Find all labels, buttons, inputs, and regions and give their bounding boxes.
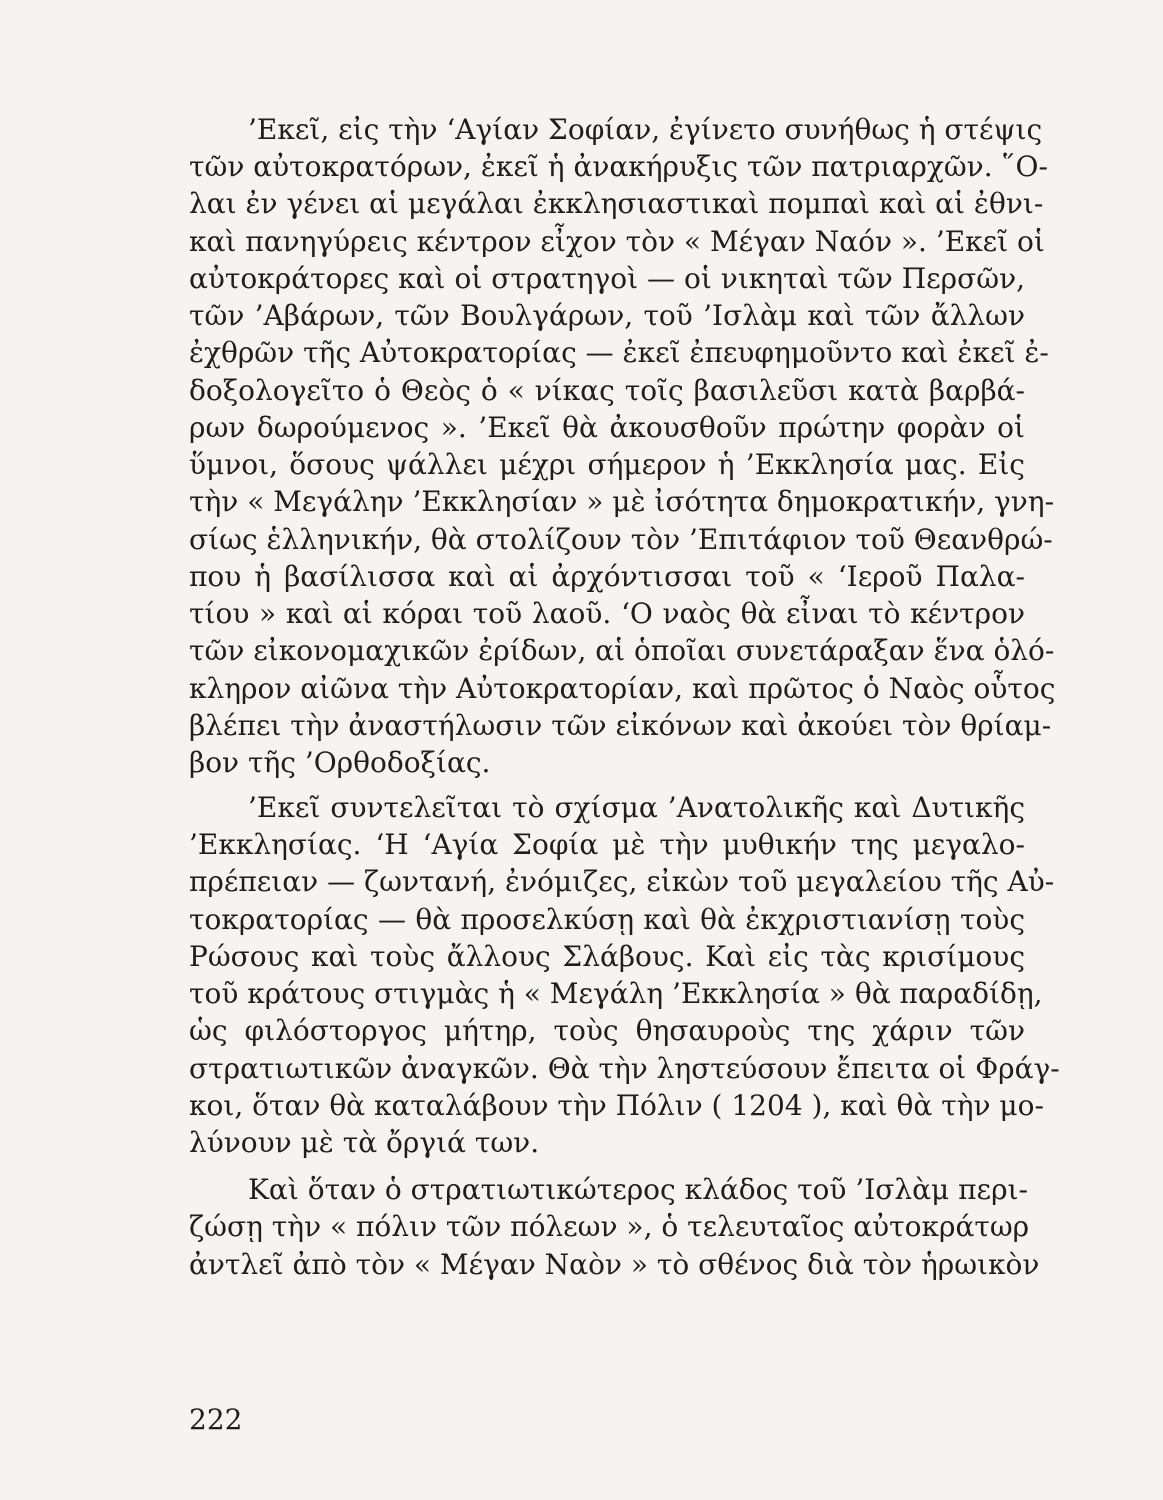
text-line: κοι, ὅταν θὰ καταλάβουν τὴν Πόλιν ( 1204 ), καὶ θὰ τὴν μο-	[189, 1089, 1044, 1122]
text-line: σίως ἑλληνικήν, θὰ στολίζουν τὸν ’Επιτάφιον τοῦ Θεανθρώ-	[189, 523, 1053, 556]
text-line: ὡς φιλόστοργος μήτηρ, τοὺς θησαυροὺς της χάριν τῶν	[189, 1014, 1025, 1047]
text-line: Ρώσους καὶ τοὺς ἄλλους Σλάβους. Καὶ εἰς τὰς κρισίμους	[189, 940, 1025, 973]
text-line: ἀντλεῖ ἀπὸ τὸν « Μέγαν Ναὸν » τὸ σθένος διὰ τὸν ἡρωικὸν	[189, 1248, 1040, 1281]
text-line: τῶν εἰκονομαχικῶν ἐρίδων, αἱ ὁποῖαι συνετάραξαν ἕνα ὁλό-	[189, 634, 1055, 667]
text-line: Καὶ ὅταν ὁ στρατιωτικώτερος κλάδος τοῦ ’Ισλὰμ περι-	[248, 1173, 1028, 1206]
text-line: δοξολογεῖτο ὁ Θεὸς ὁ « νίκας τοῖς βασιλεῦσι κατὰ βαρβά-	[189, 374, 1025, 407]
text-line: καὶ πανηγύρεις κέντρον εἶχον τὸν « Μέγαν Ναόν ». ’Εκεῖ οἱ	[189, 225, 1045, 258]
text-line: κληρον αἰῶνα τὴν Αὐτοκρατορίαν, καὶ πρῶτος ὁ Ναὸς οὗτος	[189, 672, 1056, 705]
text-line: βον τῆς ’Ορθοδοξίας.	[189, 746, 491, 779]
text-line: ζώσῃ τὴν « πόλιν τῶν πόλεων », ὁ τελευταῖος αὐτοκράτωρ	[189, 1210, 1030, 1243]
text-line: ρων δωρούμενος ». ’Εκεῖ θὰ ἀκουσθοῦν πρώτην φορὰν οἱ	[189, 411, 1025, 444]
text-line: τῶν αὐτοκρατόρων, ἐκεῖ ἡ ἀνακήρυξις τῶν πατριαρχῶν. ῞Ο-	[189, 150, 1048, 183]
text-line: στρατιωτικῶν ἀναγκῶν. Θὰ τὴν ληστεύσουν ἔπειτα οἱ Φράγ-	[189, 1052, 1060, 1085]
text-line: τὴν « Μεγάλην ’Εκκλησίαν » μὲ ἰσότητα δημοκρατικήν, γνη-	[189, 485, 1055, 518]
text-line: αὐτοκράτορες καὶ οἱ στρατηγοὶ — οἱ νικηταὶ τῶν Περσῶν,	[189, 262, 1025, 295]
text-line: ’Εκεῖ, εἰς τὴν ‘Αγίαν Σοφίαν, ἐγίνετο συνήθως ἡ στέψις	[248, 113, 1043, 146]
text-line: ἐχθρῶν τῆς Αὐτοκρατορίας — ἐκεῖ ἐπευφημοῦντο καὶ ἐκεῖ ἐ-	[189, 336, 1049, 369]
text-line: ὕμνοι, ὅσους ψάλλει μέχρι σήμερον ἡ ’Εκκλησία μας. Εἰς	[189, 448, 1025, 481]
text-line: τοκρατορίας — θὰ προσελκύσῃ καὶ θὰ ἐκχριστιανίσῃ τοὺς	[189, 903, 1025, 936]
text-line: πρέπειαν — ζωντανή, ἐνόμιζες, εἰκὼν τοῦ μεγαλείου τῆς Αὐ-	[189, 865, 1055, 898]
text-line: τῶν ’Αβάρων, τῶν Βουλγάρων, τοῦ ’Ισλὰμ καὶ τῶν ἄλλων	[189, 299, 1025, 332]
text-line: βλέπει τὴν ἀναστήλωσιν τῶν εἰκόνων καὶ ἀκούει τὸν θρίαμ-	[189, 709, 1052, 742]
text-line: λαι ἐν γένει αἱ μεγάλαι ἐκκλησιαστικαὶ πομπαὶ καὶ αἱ ἐθνι-	[189, 187, 1044, 220]
page-number: 222	[189, 1403, 243, 1436]
text-line: ’Εκκλησίας. ‘Η ‘Αγία Σοφία μὲ τὴν μυθικήν της μεγαλο-	[189, 828, 1025, 861]
text-line: τοῦ κράτους στιγμὰς ἡ « Μεγάλη ’Εκκλησία » θὰ παραδίδῃ,	[189, 977, 1043, 1010]
text-line: που ἡ βασίλισσα καὶ αἱ ἀρχόντισσαι τοῦ « ‘Ιεροῦ Παλα-	[189, 560, 1025, 593]
text-line: τίου » καὶ αἱ κόραι τοῦ λαοῦ. ‘Ο ναὸς θὰ εἶναι τὸ κέντρον	[189, 597, 1025, 630]
text-line: ’Εκεῖ συντελεῖται τὸ σχίσμα ’Ανατολικῆς καὶ Δυτικῆς	[248, 791, 1025, 824]
text-line: λύνουν μὲ τὰ ὄργιά των.	[189, 1126, 540, 1159]
